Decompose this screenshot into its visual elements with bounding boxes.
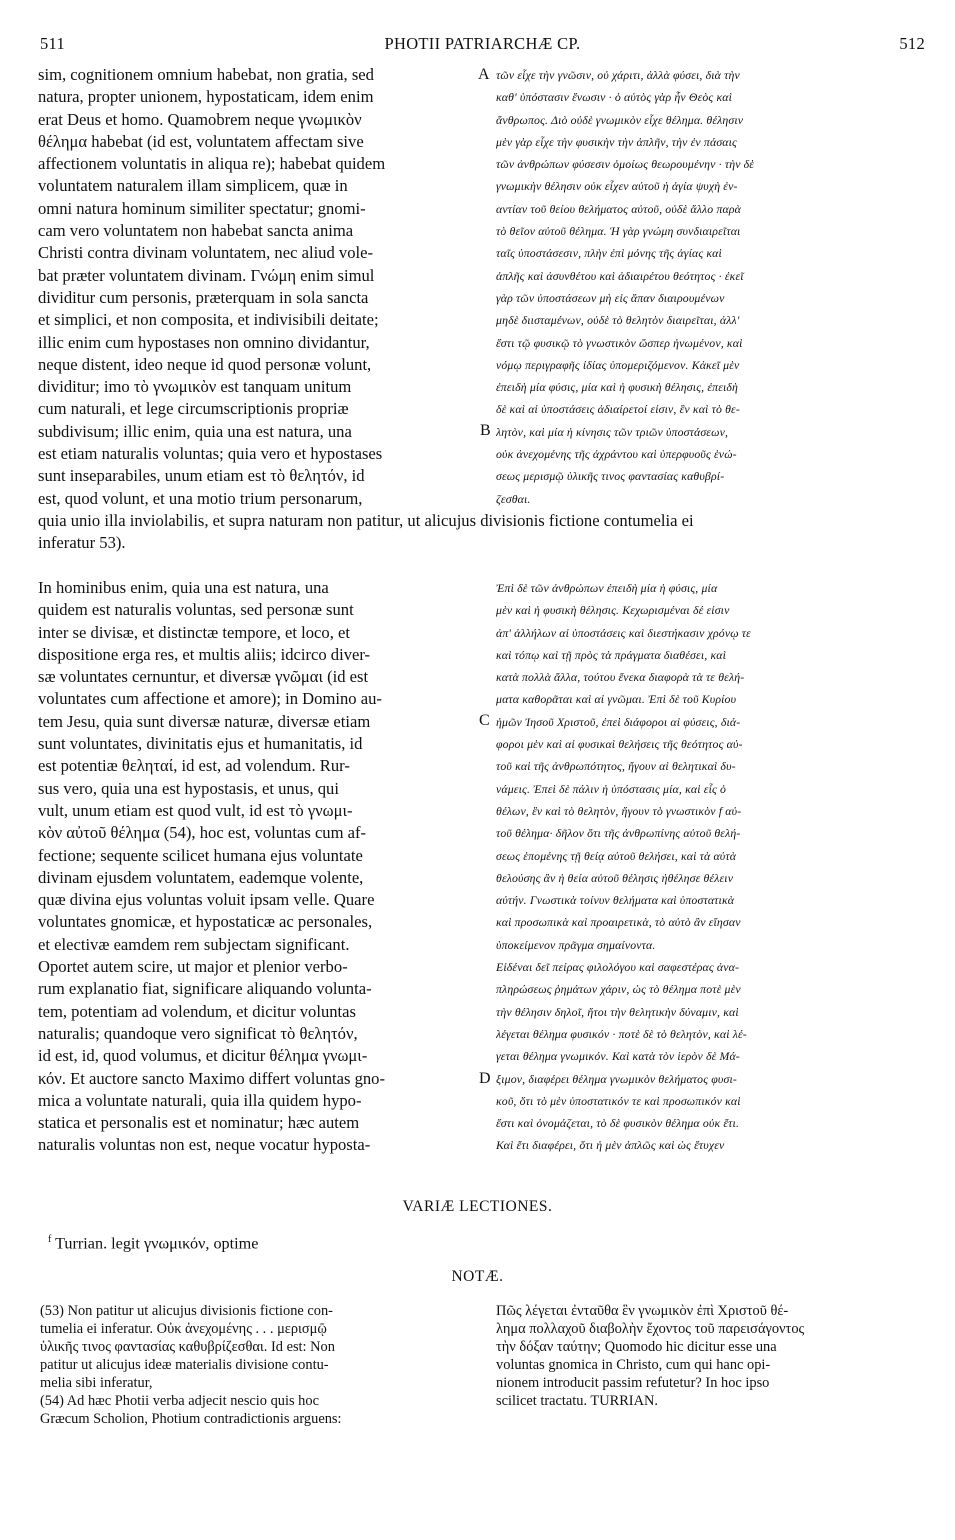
- latin-line: et simplici, et non composita, et indivisibili deitate;: [38, 310, 379, 330]
- greek-line: μὲν καὶ ἡ φυσικὴ θέλησις. Κεχωρισμέναι δέ εἰσιν: [496, 603, 730, 618]
- greek-line: μὲν γὰρ εἶχε τὴν φυσικὴν τὴν ἁπλῆν, τὴν ἐν πάσαις: [496, 134, 737, 149]
- variant-reading: [48, 1234, 258, 1253]
- greek-line: ἁπλῆς καὶ ἀσυνθέτου καὶ ἀδιαιρέτου θεότητος · ἐκεῖ: [496, 268, 744, 283]
- latin-line: est potentiæ θεληταί, id est, ad volendum. Rur-: [38, 756, 350, 776]
- latin-line: et electivæ eamdem rem subjectam significant.: [38, 934, 350, 954]
- latin-line: id est, id, quod volumus, et dicitur θέλημα γνωμι-: [38, 1046, 368, 1066]
- variae-lectiones-heading: VARIÆ LECTIONES.: [402, 1198, 553, 1215]
- greek-line: κοῦ, ὅτι τὸ μὲν ὑποστατικόν τε καὶ προσωπικόν καὶ: [496, 1093, 741, 1108]
- latin-line: tem Jesu, quia sunt diversæ naturæ, diversæ etiam: [38, 711, 371, 731]
- latin-line: mica a voluntate naturali, quia illa quidem hypo-: [38, 1090, 362, 1110]
- margin-letter-d: D: [479, 1070, 491, 1087]
- greek-line: τῶν ἀνθρώπων φύσεσιν ὁμοίως θεωρουμένην · τὴν δὲ: [496, 157, 755, 172]
- latin-line: Oportet autem scire, ut major et plenior verbo-: [38, 957, 348, 977]
- greek-line: λητὸν, καὶ μία ἡ κίνησις τῶν τριῶν ὑποστάσεων,: [496, 424, 729, 439]
- greek-line: ξιμον, διαφέρει θέλημα γνωμικὸν θελήματος φυσι-: [496, 1071, 737, 1086]
- greek-line: σεως ἑπομένης τῇ θείᾳ αὐτοῦ θελήσει, καὶ τὰ αὐτὰ: [496, 848, 737, 863]
- greek-line: οὐκ ἀνεχομένης τῆς ἀχράντου καὶ ὑπερφυοῦς ἑνώ-: [496, 447, 737, 462]
- running-header: [40, 34, 925, 56]
- page-number-left: 511: [40, 34, 66, 53]
- latin-line: statica et personalis est et nominatur; hæc autem: [38, 1113, 360, 1133]
- greek-line: ἡμῶν Ἰησοῦ Χριστοῦ, ἐπεὶ διάφοροι αἱ φύσεις, διά-: [496, 714, 741, 729]
- latin-line: dividitur; imo τὸ γνωμικὸν est tanquam unitum: [38, 377, 352, 397]
- greek-line: ζεσθαι.: [496, 491, 531, 506]
- greek-line: αντίαν τοῦ θείου θελήματος αὐτοῦ, οὐδὲ ἄλλο παρὰ: [496, 201, 741, 216]
- note-line: patitur ut alicujus ideæ materialis divisione contu-: [40, 1357, 329, 1373]
- latin-line: voluntatem naturalem illam simplicem, quæ in: [38, 176, 348, 196]
- latin-line: divinam ejusdem voluntatem, eademque volente,: [38, 867, 364, 887]
- latin-line: sunt inseparabiles, unum etiam est τὸ θελητόν, id: [38, 466, 365, 486]
- notae-heading: NOTÆ.: [451, 1268, 504, 1285]
- greek-line: λέγεται θέλημα φυσικόν · ποτὲ δὲ τὸ θελητὸν, καὶ λέ-: [496, 1026, 747, 1041]
- paragraph-line: inferatur 53).: [38, 533, 126, 553]
- latin-line: rum explanatio fiat, significare aliquando volunta-: [38, 979, 372, 999]
- note-line: ὑλικῆς τινος φαντασίας καθυβρίζεσθαι. Id est: Non: [40, 1339, 335, 1355]
- greek-line: Καὶ ἔτι διαφέρει, ὅτι ἡ μὲν ἁπλῶς καὶ ὡς ἔτυχεν: [496, 1138, 725, 1153]
- latin-line: illic enim cum hypostases non omnino dividantur,: [38, 332, 370, 352]
- greek-line: νάμεις. Ἐπεὶ δὲ πάλιν ἡ ὑπόστασις μία, καὶ εἷς ὁ: [496, 781, 727, 796]
- greek-line: Ἐπὶ δὲ τῶν ἀνθρώπων ἐπειδὴ μία ἡ φύσις, μία: [496, 581, 718, 595]
- greek-line: ὑποκείμενον πρᾶγμα σημαίνοντα.: [496, 937, 656, 952]
- note-line: (54) Ad hæc Photii verba adjecit nescio quis hoc: [40, 1393, 319, 1409]
- greek-line: ἄνθρωπος. Διὸ οὐδὲ γνωμικὸν εἶχε θέλημα. θέλησιν: [496, 112, 744, 127]
- greek-line: νόμῳ περιγραφῆς ἰδίας ὑπομεριζόμενον. Κἀκεῖ μὲν: [496, 357, 740, 372]
- latin-line: naturalis voluntas non est, neque vocatur hyposta-: [38, 1135, 371, 1155]
- greek-line: καὶ τόπῳ καὶ τῇ πρὸς τὰ πράγματα διαθέσει, καὶ: [496, 647, 727, 662]
- note-line: (53) Non patitur ut alicujus divisionis fictione con-: [40, 1303, 333, 1319]
- latin-line: inter se divisæ, et distinctæ tempore, et loco, et: [38, 622, 350, 642]
- note-line: τὴν δόξαν ταύτην; Quomodo hic dicitur esse una: [496, 1339, 777, 1355]
- latin-line: quæ divina ejus voluntas voluit ipsam velle. Quare: [38, 890, 375, 910]
- latin-line: est etiam naturalis voluntas; quia vero et hypostases: [38, 444, 383, 464]
- note-line: melia sibi inferatur,: [40, 1375, 153, 1391]
- latin-line: subdivisum; illic enim, quia una est natura, una: [38, 421, 352, 441]
- variant-marker: f: [48, 1234, 52, 1245]
- greek-line: τοῦ θέλημα· δῆλον ὅτι τῆς ἀνθρωπίνης αὐτοῦ θελή-: [496, 826, 741, 841]
- note-line: nionem introducit passim refutetur? In hoc ipso: [496, 1375, 770, 1391]
- greek-column-section-1: [496, 64, 924, 510]
- margin-letter-b: B: [480, 422, 491, 439]
- latin-line: sim, cognitionem omnium habebat, non gratia, sed: [38, 65, 374, 84]
- greek-line: τοῦ καὶ τῆς ἀνθρωπότητος, ἤγουν αἱ θελητικαὶ δυ-: [496, 759, 736, 774]
- notes-right-column: [496, 1302, 928, 1410]
- latin-line: sunt voluntates, divinitatis ejus et humanitatis, id: [38, 734, 363, 754]
- notes-left-column: [40, 1302, 475, 1428]
- latin-line: cam vero voluntatem non habebat sancta anima: [38, 221, 354, 241]
- greek-line: γνωμικὴν θέλησιν οὐκ εἶχεν αὐτοῦ ἡ ἁγία ψυχὴ ἐν-: [496, 179, 738, 194]
- variant-text: Turrian. legit γνωμικόν, optime: [51, 1234, 259, 1253]
- greek-line: ἔστι τῷ φυσικῷ τὸ γνωστικὸν ὥσπερ ἡνωμένον, καὶ: [496, 335, 743, 350]
- greek-line: τὸ θεῖον αὐτοῦ θέλημα. Ἡ γὰρ γνώμη συνδιαιρεῖται: [496, 224, 741, 239]
- note-line: Πῶς λέγεται ἐνταῦθα ἓν γνωμικὸν ἐπὶ Χριστοῦ θέ-: [496, 1303, 789, 1319]
- latin-line: κὸν αὐτοῦ θέλημα (54), hoc est, voluntas cum af-: [38, 823, 367, 843]
- latin-line: quidem est naturalis voluntas, sed personæ sunt: [38, 600, 354, 620]
- full-width-paragraph: [38, 510, 920, 555]
- latin-line: neque distent, ideo neque id quod personæ volunt,: [38, 354, 372, 374]
- latin-line: tem, potentiam ad volendum, et dicitur voluntas: [38, 1001, 356, 1021]
- greek-line: ματα καθορᾶται καὶ αἱ γνῶμαι. Ἐπὶ δὲ τοῦ Κυρίου: [496, 692, 737, 707]
- latin-line: Christi contra divinam voluntatem, nec aliud vole-: [38, 243, 374, 263]
- latin-line: dispositione erga res, et multis aliis; idcirco diver-: [38, 644, 371, 664]
- latin-line: vult, unum etiam est quod vult, id est τὸ γνωμι-: [38, 800, 353, 820]
- latin-line: erat Deus et homo. Quamobrem neque γνωμικὸν: [38, 109, 362, 129]
- greek-line: θελούσης ἂν ἡ θεία αὐτοῦ θέλησις ἠθέλησε θέλειν: [496, 870, 734, 885]
- greek-line: κατὰ πολλὰ ἄλλα, τούτου ἕνεκα διαφορὰ τὰ τε θελή-: [496, 670, 745, 685]
- latin-column-section-2: [38, 577, 473, 1157]
- latin-line: fectione; sequente scilicet humana ejus voluntate: [38, 845, 363, 865]
- latin-line: voluntates gnomicæ, et hypostaticæ ac personales,: [38, 912, 373, 932]
- latin-line: κόν. Et auctore sancto Maximo differt voluntas gno-: [38, 1068, 385, 1088]
- latin-line: θέλημα habebat (id est, voluntatem affectam sive: [38, 131, 364, 151]
- greek-line: ἀπ' ἀλλήλων αἱ ὑποστάσεις καὶ διεστήκασιν χρόνῳ τε: [496, 625, 751, 640]
- note-line: Græcum Scholion, Photium contradictionis arguens:: [40, 1411, 342, 1427]
- greek-line: φοροι μὲν καὶ αἱ φυσικαὶ θελήσεις τῆς θεότητος αὐ-: [496, 737, 743, 752]
- greek-line: γὰρ τῶν ὑποστάσεων μὴ εἰς ἅπαν διαιρουμένων: [496, 290, 725, 305]
- latin-line: naturalis; quandoque vero significat τὸ θελητόν,: [38, 1023, 358, 1043]
- greek-line: πληρώσεως ῥημάτων χάριν, ὡς τὸ θέλημα ποτὲ μὲν: [496, 982, 741, 997]
- latin-line: est, quod volunt, et una motio trium personarum,: [38, 488, 363, 508]
- latin-line: bat præter voluntatem divinam. Γνώμη enim simul: [38, 265, 375, 285]
- note-line: voluntas gnomica in Christo, cum qui hanc opi-: [496, 1357, 771, 1373]
- margin-letter-c: C: [479, 712, 490, 729]
- greek-line: ἐπειδὴ μία φύσις, μία καὶ ἡ φυσικὴ θέλησις, ἐπειδὴ: [496, 380, 739, 395]
- note-line: scilicet tractatu. TURRIAN.: [496, 1393, 658, 1409]
- latin-column-section-1: [38, 64, 473, 510]
- greek-line: ταῖς ὑποστάσεσιν, πλὴν ἐπὶ μόνης τῆς ἁγίας καὶ: [496, 246, 722, 261]
- greek-line: τῶν εἶχε τὴν γνῶσιν, οὐ χάριτι, ἀλλὰ φύσει, διὰ τὴν: [496, 68, 740, 82]
- latin-line: affectionem voluntatis in aliqua re); habebat quidem: [38, 154, 386, 174]
- greek-line: αὐτήν. Γνωστικὰ τοίνυν θελήματα καὶ ὑποστατικὰ: [496, 893, 735, 908]
- greek-column-section-2: [496, 577, 924, 1157]
- greek-line: καὶ προσωπικὰ καὶ προαιρετικὰ, τὸ αὐτὸ ἂν εἴησαν: [496, 915, 741, 930]
- note-line: λημα πολλαχοῦ διαβολὴν ἔχοντος τοῦ παρεισάγοντος: [496, 1321, 805, 1337]
- greek-line: θέλων, ἓν καὶ τὸ θελητὸν, ἤγουν τὸ γνωστικὸν f αὐ-: [496, 803, 742, 818]
- latin-line: natura, propter unionem, hypostaticam, idem enim: [38, 87, 374, 107]
- running-title: PHOTII PATRIARCHÆ CP.: [384, 34, 581, 53]
- page-number-right: 512: [899, 34, 925, 53]
- latin-line: omni natura hominum similiter spectatur; gnomi-: [38, 198, 366, 218]
- greek-line: Εἰδέναι δεῖ πείρας φιλολόγου καὶ σαφεστέρας ἀνα-: [496, 960, 740, 975]
- latin-line: cum naturali, et lege circumscriptionis propriæ: [38, 399, 349, 419]
- paragraph-line: quia unio illa inviolabilis, et supra naturam non patitur, ut alicujus divisionis fictione contumelia ei: [38, 511, 694, 530]
- note-line: tumelia ei inferatur. Οὐκ ἀνεχομένης . . . μερισμῷ: [40, 1321, 327, 1337]
- greek-line: καθ' ὑπόστασιν ἕνωσιν · ὁ αὐτὸς γὰρ ἦν Θεὸς καὶ: [496, 90, 733, 105]
- greek-line: σεως μερισμῷ ὑλικῆς τινος φαντασίας καθυβρί-: [496, 469, 725, 484]
- latin-line: voluntates cum affectione et amore); in Domino au-: [38, 689, 382, 709]
- latin-line: sus vero, quia una est hypostasis, et unus, qui: [38, 778, 339, 798]
- latin-line: In hominibus enim, quia una est natura, una: [38, 578, 329, 597]
- greek-line: δὲ καὶ αἱ ὑποστάσεις ἀδιαίρετοί εἰσιν, ἓν καὶ τὸ θε-: [496, 402, 740, 417]
- latin-line: dividitur cum personis, præterquam in sola sancta: [38, 287, 369, 307]
- greek-line: μηδὲ διισταμένων, οὐδὲ τὸ θελητὸν διαιρεῖται, ἀλλ': [496, 313, 740, 328]
- latin-line: sæ voluntates cernuntur, et diversæ γνῶμαι (id est: [38, 667, 369, 687]
- greek-line: ἔστι καὶ ὀνομάζεται, τὸ δὲ φυσικὸν θέλημα οὐκ ἔτι.: [496, 1116, 740, 1131]
- greek-line: τὴν θέλησιν δηλοῖ, ἤτοι τὴν θελητικὴν δύναμιν, καὶ: [496, 1004, 739, 1019]
- margin-letter-a: A: [478, 66, 490, 83]
- greek-line: γεται θέλημα γνωμικόν. Καὶ κατὰ τὸν ἱερὸν δὲ Μά-: [496, 1049, 740, 1064]
